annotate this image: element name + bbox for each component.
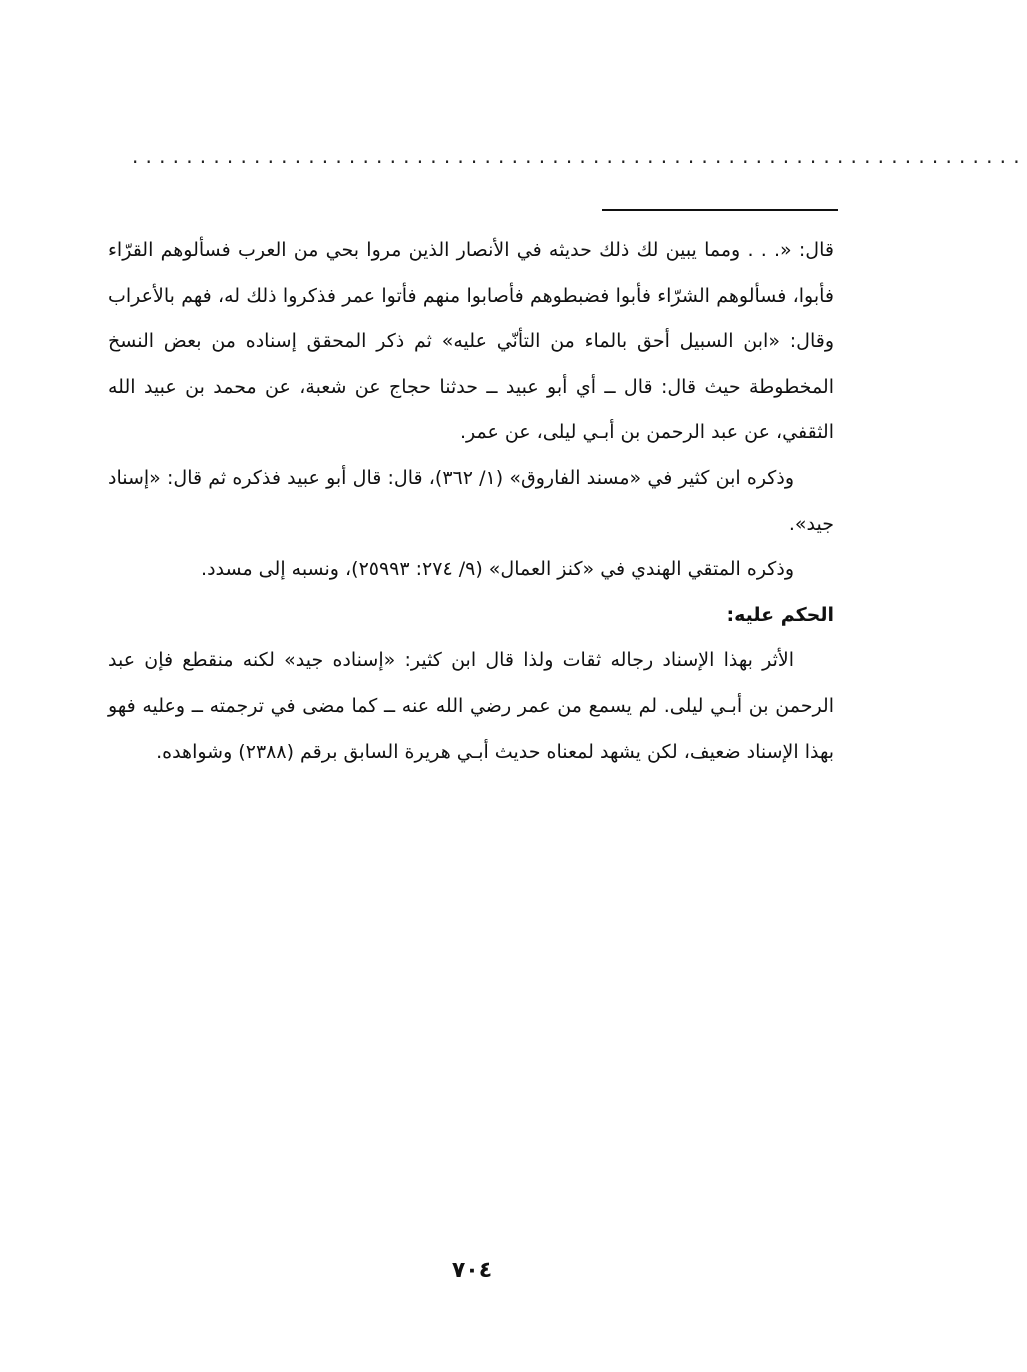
judgment-heading: الحكم عليه:: [726, 603, 834, 626]
paragraph-muttaqi-hindi: وذكره المتقي الهندي في «كنز العمال» (٩/ ٢٧٤: ٢٥٩٩٣)، ونسبه إلى مسدد.: [201, 558, 794, 581]
paragraph-ibn-kathir: وذكره ابن كثير في «مسند الفاروق» (١/ ٣٦٢)، قال: قال أبو عبيد فذكره ثم قال: «إسناد جيد».: [108, 466, 834, 535]
footnote-rule: [602, 209, 838, 211]
footnote-text-block: [108, 228, 834, 775]
paragraph-quotation: قال: «. . . ومما يبين لك ذلك حديثه في الأنصار الذين مروا بحي من العرب فسألوهم القرّاء فأبوا، فسألوهم الشرّاء فأبوا فضبطوهم فأصابوا منهم فأتوا عمر فذكروا ذلك له، فهم بالأعراب وقال: «ابن السبيل أحق بالماء من التأنّي عليه» ثم ذكر المحقق إسناده من بعض النسخ المخطوطة حيث قال: قال ــ أي أبو عبيد ــ حدثنا حجاج عن شعبة، عن محمد بن عبيد الله الثقفي، عن عبد الرحمن بن أبـي ليلى، عن عمر.: [108, 239, 834, 444]
paragraph-judgment: الأثر بهذا الإسناد رجاله ثقات ولذا قال ابن كثير: «إسناده جيد» لكنه منقطع فإن عبد الرحمن بن أبـي ليلى. لم يسمع من عمر رضي الله عنه ــ كما مضى في ترجمته ــ وعليه فهو بهذا الإسناد ضعيف، لكن يشهد لمعناه حديث أبـي هريرة السابق برقم (٢٣٨٨) وشواهده.: [108, 649, 834, 763]
dotted-separator: ..................................................................: [132, 144, 1027, 168]
page-number: ٧٠٤: [451, 1258, 493, 1283]
